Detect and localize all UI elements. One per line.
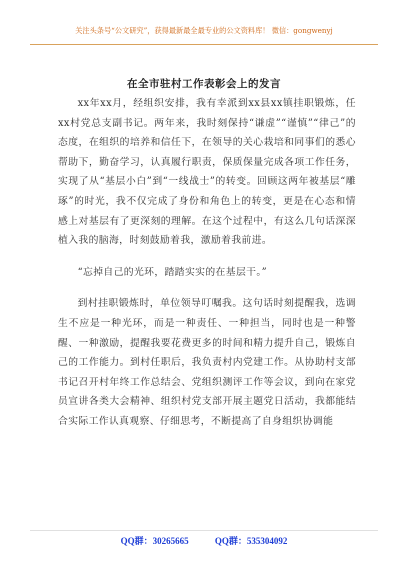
footer: [0, 534, 408, 547]
qq-group-1: QQ群：30265665: [120, 536, 189, 546]
header-banner: 关注头条号“公文研究”，获得最新最全最专业的公文资料库！ 微信：gongwenyj: [75, 26, 333, 35]
qq-group-2: QQ群：535304092: [214, 536, 288, 546]
footer-divider: [30, 530, 378, 531]
quote-paragraph: “忘掉自己的光环，踏踏实实的在基层干。”: [77, 266, 268, 278]
paragraph: 到村挂职锻炼时，单位领导叮嘱我。这句话时刻提醒我，选调生不应是一种光环，而是一种责任、一种担当，同时也是一种警醒、一种激励，提醒我要花费更多的时间和精力提升自己，锻炼自己的工作能力。到村任职后，我负责村内党建工作。从协助村支部书记召开村年终工作总结会、党组织测评工作等会议，到向在家党员宣讲各类大会精神、组织村党支部开展主题党日活动，我都能结合实际工作认真观察、仔细思考，不断提高了自身组织协调能: [58, 298, 356, 427]
paragraph: xx年xx月，经组织安排，我有幸派到xx县xx镇挂职锻炼，任xx村党总支副书记。两年来，我时刻保持“谦虚”“谨慎”“律己”的态度，在组织的培养和信任下，在领导的关心栽培和同事们的悉心帮助下，勤奋学习，认真履行职责，保质保量完成各项工作任务，实现了从“基层小白”到“一线战士”的转变。回顾这两年被基层“雕琢”的时光，我不仅完成了身份和角色上的转变，更是在心态和情感上对基层有了更深刻的理解。在这个过程中，有这么几句话深深植入我的脑海，时刻鼓励着我，激励着我前进。: [58, 98, 356, 247]
header-divider: [30, 44, 378, 45]
document-title: 在全市驻村工作表彰会上的发言: [127, 78, 281, 90]
document-body: [58, 94, 356, 444]
